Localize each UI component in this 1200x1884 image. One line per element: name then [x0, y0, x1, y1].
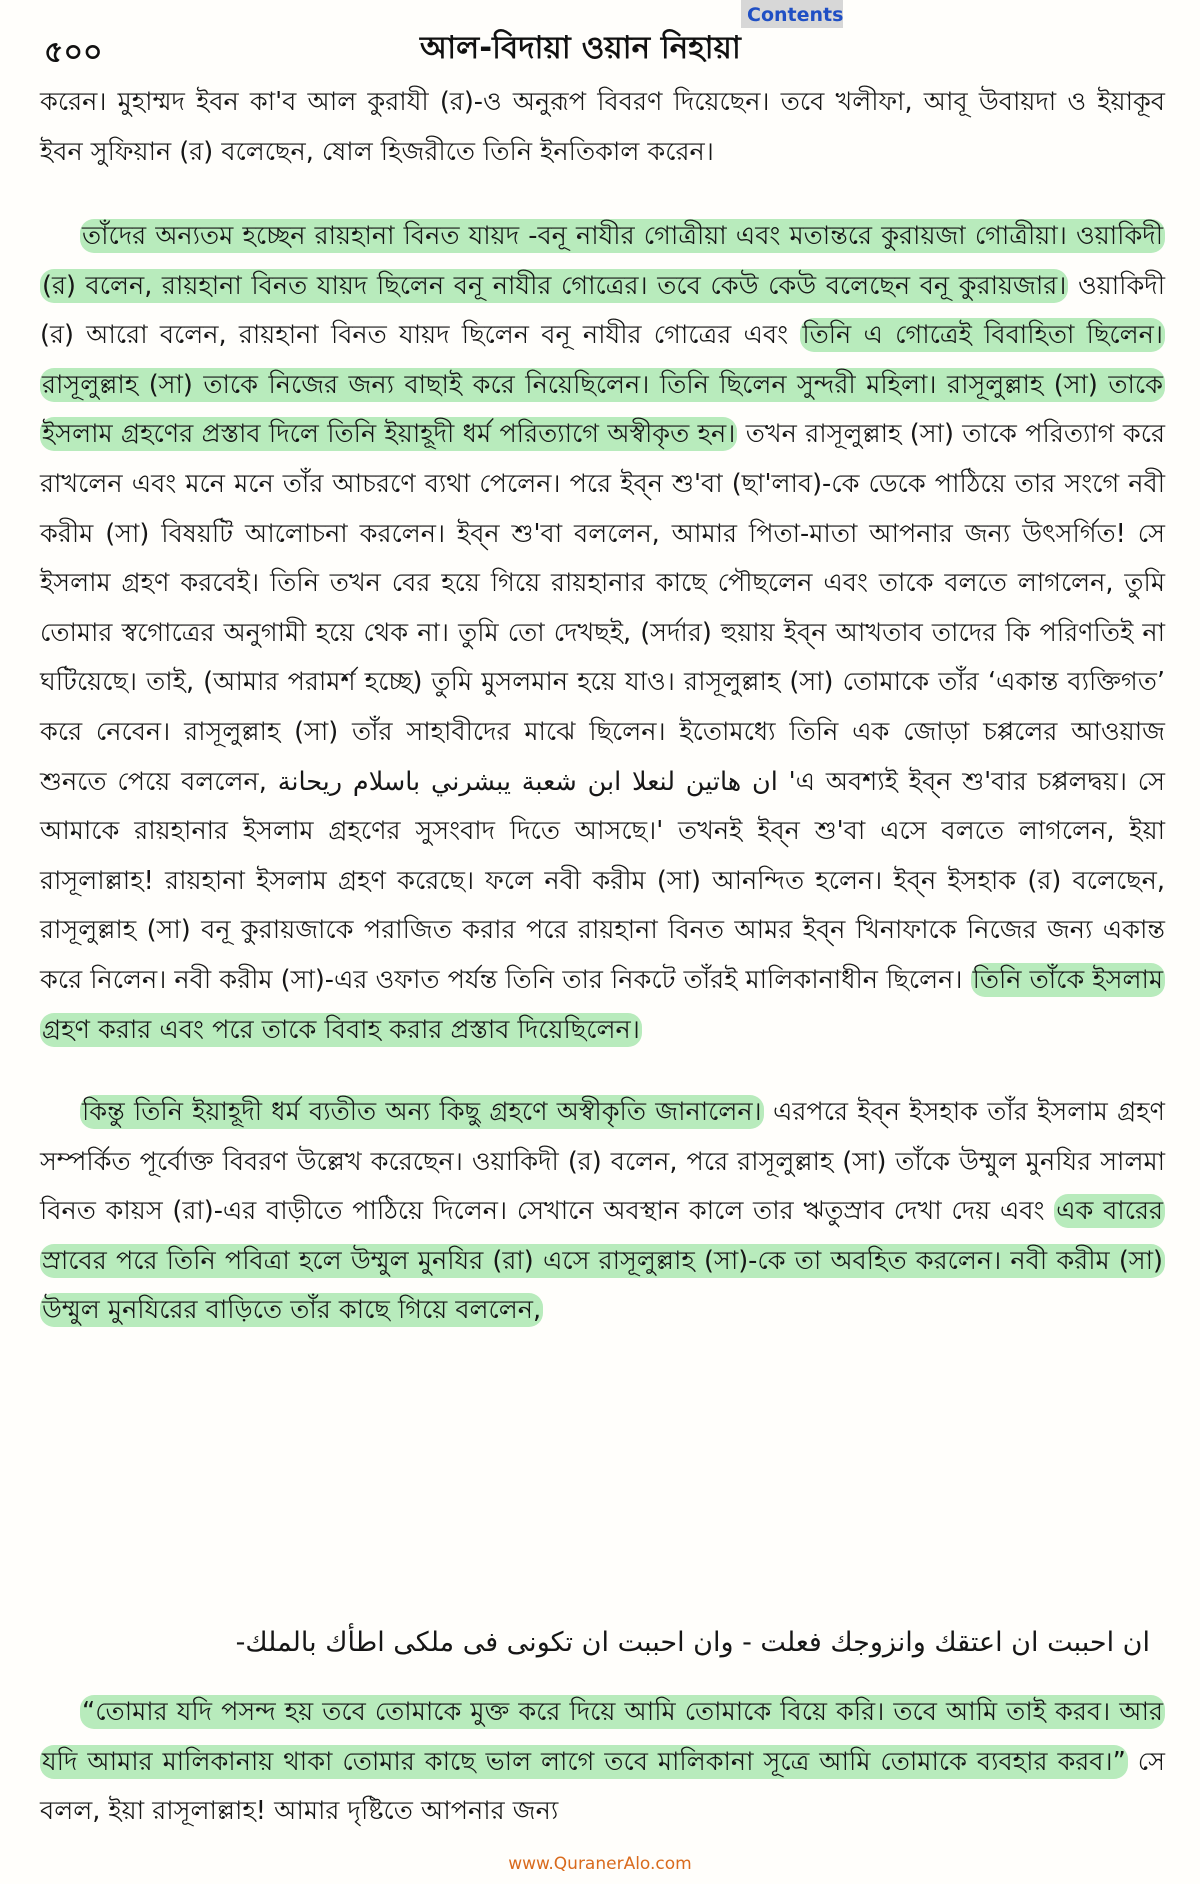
paragraph-4-text: সে বলল, ইয়া রাসূলাল্লাহ! আমার দৃষ্টিতে আপনার জন্য [40, 1746, 1165, 1827]
paragraph-3 [40, 1088, 1165, 1336]
paragraph-2-text-a: ওয়াকিদী (র) আরো বলেন, রায়হানা বিনত যায়দ ছিলেন বনূ নাযীর গোত্রের এবং [40, 270, 1165, 351]
footer-url[interactable]: www.QuranerAlo.com [508, 1854, 692, 1874]
running-title: আল-বিদায়া ওয়ান নিহায়া [420, 30, 741, 66]
paragraph-4 [40, 1688, 1165, 1837]
arabic-quote: ان احببت ان اعتقك وانزوجك فعلت - وان احببت ان تكونى فى ملكى اطأك بالملك- [235, 1627, 1150, 1658]
contents-button[interactable]: Contents [741, 0, 843, 28]
paragraph-1 [40, 78, 1165, 177]
highlight-refusal: তিনি এ গোত্রেই বিবাহিতা ছিলেন। রাসূলুল্লাহ (সা) তাকে নিজের জন্য বাছাই করে নিয়েছিলেন। তিনি ছিলেন সুন্দরী মহিলা। রাসূলুল্লাহ (সা) তাকে ইসলাম গ্রহণের প্রস্তাব দিলে তিনি ইয়াহূদী ধর্ম পরিত্যাগে অস্বীকৃত হন। [42, 320, 1163, 450]
highlight-umm-mundhir: এক বারের স্রাবের পরে তিনি পবিত্রা হলে উম্মুল মুনযির (রা) এসে রাসূলুল্লাহ (সা)-কে তা অবহিত করলেন। নবী করীম (সা) উম্মুল মুনযিরের বাড়িতে তাঁর কাছে গিয়ে বললেন, [42, 1196, 1164, 1326]
paragraph-2-text-c: 'এ অবশ্যই ইব্‌ন শু'বার চপ্পলদ্বয়। সে আমাকে রায়হানার ইসলাম গ্রহণের সুসংবাদ দিতে আসছে।' তখনই ইব্‌ন শু'বা এসে বলতে লাগলেন, ইয়া রাসূলাল্লাহ! রায়হানা ইসলাম গ্রহণ করেছে। ফলে নবী করীম (সা) আনন্দিত হলেন। ইব্‌ন ইসহাক (র) বলেছেন, রাসূলুল্লাহ (সা) বনূ কুরায়জাকে পরাজিত করার পরে রায়হানা বিনত আমর ইব্‌ন খিনাফাকে নিজের জন্য একান্ত করে নিলেন। নবী করীম (সা)-এর ওফাত পর্যন্ত তিনি তার নিকটে তাঁরই মালিকানাধীন ছিলেন। [40, 766, 1165, 995]
highlight-rayhana-intro: তাঁদের অন্যতম হচ্ছেন রায়হানা বিনত যায়দ -বনূ নাযীর গোত্রীয়া এবং মতান্তরে কুরায়জা গোত্রীয়া। ওয়াকিদী (র) বলেন, রায়হানা বিনত যায়দ ছিলেন বনূ নাযীর গোত্রের। তবে কেউ কেউ বলেছেন বনূ কুরায়জার। [42, 221, 1163, 301]
page-number: ৫০০ [44, 35, 103, 70]
highlight-rejection: কিন্তু তিনি ইয়াহূদী ধর্ম ব্যতীত অন্য কিছু গ্রহণে অস্বীকৃতি জানালেন। [82, 1097, 762, 1127]
paragraph-1-text: করেন। মুহাম্মদ ইবন কা'ব আল কুরাযী (র)-ও অনুরূপ বিবরণ দিয়েছেন। তবে খলীফা, আবূ উবায়দা ও ইয়াকূব ইবন সুফিয়ান (র) বলেছেন, ষোল হিজরীতে তিনি ইনতিকাল করেন। [40, 87, 1165, 167]
arabic-inline-quote: ان هاتين لنعلا ابن شعبة يبشرني باسلام ريحانة [277, 766, 778, 797]
paragraph-2 [40, 212, 1165, 1055]
highlight-marriage-offer: “তোমার যদি পসন্দ হয় তবে তোমাকে মুক্ত করে দিয়ে আমি তোমাকে বিয়ে করি। তবে আমি তাই করব। আর যদি আমার মালিকানায় থাকা তোমার কাছে ভাল লাগে তবে মালিকানা সূত্রে আমি তোমাকে ব্যবহার করব।” [42, 1697, 1163, 1777]
highlight-proposal: তিনি তাঁকে ইসলাম গ্রহণ করার এবং পরে তাকে বিবাহ করার প্রস্তাব দিয়েছিলেন। [42, 964, 1163, 1045]
paragraph-2-text-b: তখন রাসূলুল্লাহ (সা) তাকে পরিত্যাগ করে রাখলেন এবং মনে মনে তাঁর আচরণে ব্যথা পেলেন। পরে ইব্‌ন শু'বা (ছা'লাব)-কে ডেকে পাঠিয়ে তার সংগে নবী করীম (সা) বিষয়টি আলোচনা করলেন। ইব্‌ন শু'বা বললেন, আমার পিতা-মাতা আপনার জন্য উৎসর্গিত! সে ইসলাম গ্রহণ করবেই। তিনি তখন বের হয়ে গিয়ে রায়হানার কাছে পৌছলেন এবং তাকে বলতে লাগলেন, তুমি তোমার স্বগোত্রের অনুগামী হয়ে থেক না। তুমি তো দেখছই, (সর্দার) হুয়ায় ইব্‌ন আখতাব তাদের কি পরিণতিই না ঘটিয়েছে। তাই, (আমার পরামর্শ হচ্ছে) তুমি মুসলমান হয়ে যাও। রাসূলুল্লাহ (সা) তোমাকে তাঁর ‘একান্ত ব্যক্তিগত’ করে নেবেন। রাসূলুল্লাহ (সা) তাঁর সাহাবীদের মাঝে ছিলেন। ইতোমধ্যে তিনি এক জোড়া চপ্পলের আওয়াজ শুনতে পেয়ে বললেন, [40, 419, 1165, 797]
paragraph-3-text: এরপরে ইব্‌ন ইসহাক তাঁর ইসলাম গ্রহণ সম্পর্কিত পূর্বোক্ত বিবরণ উল্লেখ করেছেন। ওয়াকিদী (র) বলেন, পরে রাসূলুল্লাহ (সা) তাঁকে উম্মুল মুনযির সালমা বিনত কায়স (রা)-এর বাড়ীতে পাঠিয়ে দিলেন। সেখানে অবস্থান কালে তার ঋতুস্রাব দেখা দেয় এবং [40, 1097, 1165, 1227]
